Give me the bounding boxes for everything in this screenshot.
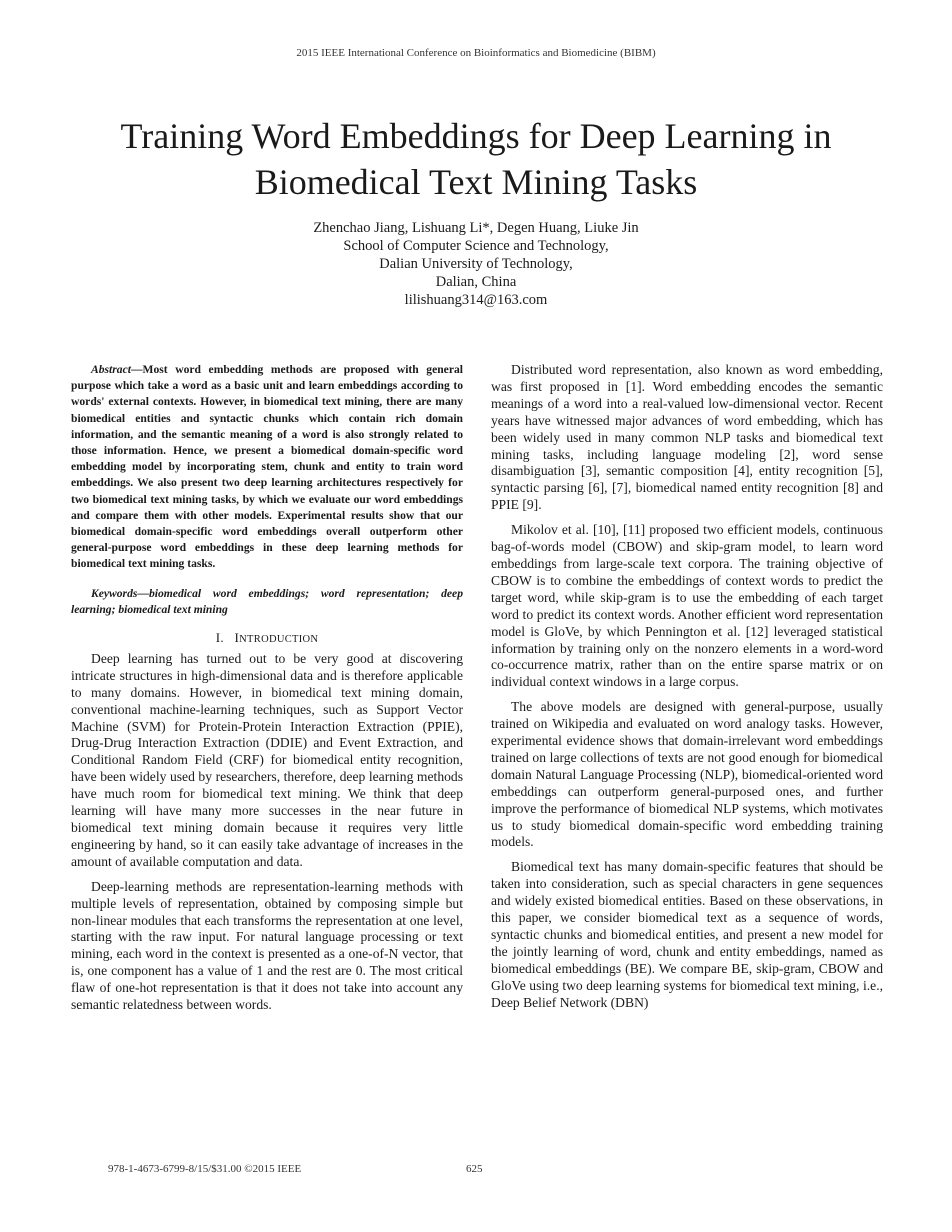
page-number: 625 [466, 1163, 483, 1175]
abstract [71, 362, 463, 573]
affiliation-line-2: Dalian University of Technology, [379, 256, 573, 272]
author-block [0, 219, 952, 309]
author-names: Zhenchao Jiang, Lishuang Li*, Degen Huang, Liuke Jin [313, 220, 639, 236]
section-heading-introduction [71, 630, 463, 649]
footer-isbn: 978-1-4673-6799-8/15/$31.00 ©2015 IEEE [108, 1163, 302, 1175]
conference-header: 2015 IEEE International Conference on Bioinformatics and Biomedicine (BIBM) [296, 47, 656, 59]
paragraph: Deep-learning methods are representation-learning methods with multiple levels of representation, obtained by composing simple but non-linear modules that each transforms the representation at one level, starting with the raw input. For natural language processing or text mining, each word in the context is presented as a one-of-N vector, that is, one component has a value of 1 and the rest are 0. The most critical flaw of one-hot representation is that it does not take into account any semantic relatedness between words. [71, 878, 463, 1013]
paper-title: Training Word Embeddings for Deep Learning in Biomedical Text Mining Tasks [120, 116, 832, 202]
author-email: lilishuang314@163.com [404, 292, 548, 308]
affiliation-line-1: School of Computer Science and Technology, [343, 238, 609, 254]
section-title-rest: NTRODUCTION [239, 634, 319, 646]
right-column [491, 362, 883, 1020]
section-first-letter: I [234, 630, 240, 646]
left-column [71, 362, 463, 1022]
paragraph: Biomedical text has many domain-specific features that should be taken into consideration, such as special characters in gene sequences and widely existed biomedical entities. Based on these observations, in this paper, we consider biomedical text as a sequence of words, syntactic chunks and biomedical entities, and present a new model for the jointly learning of word, chunk and entity embeddings, named as biomedical embeddings (BE). We compare BE, skip-gram, CBOW and GloVe using two deep learning systems for biomedical text mining, i.e., Deep Belief Network (DBN) [491, 859, 883, 1010]
abstract-text: —Most word embedding methods are proposed with general purpose which take a word as a basic unit and learn embeddings according to words' external contexts. However, in biomedical text mining, there are many biomedical entities and syntactic chunks which contain rich domain information, and the semantic meaning of a word is also strongly related to those information. Hence, we present a biomedical domain-specific word embedding model by incorporating stem, chunk and entity to train word embeddings. We also present two deep learning architectures respectively for two biomedical text mining tasks, by which we evaluate our word embeddings and compare them with other models. Experimental results show that our biomedical domain-specific word embeddings overall outperform other general-purpose word embeddings in these deep learning methods for biomedical text mining tasks. [71, 363, 463, 571]
paragraph: Distributed word representation, also known as word embedding, was first proposed in [1]. Word embedding encodes the semantic meanings of a word into a real-valued low-dimensional vector. Recent years have witnessed major advances of word embedding, which has been widely used in many common NLP tasks and biomedical text mining tasks, including language modeling [2], word sense disambiguation [3], semantic composition [4], entity recognition [5], syntactic parsing [6], [7], biomedical named entity recognition [8] and PPIE [9]. [491, 362, 883, 513]
abstract-lead: Abstract [91, 363, 131, 376]
section-number: I. [215, 630, 224, 646]
affiliation-line-3: Dalian, China [435, 274, 517, 290]
paragraph: The above models are designed with general-purpose, usually trained on Wikipedia and evaluated on word analogy tasks. However, experimental evidence shows that domain-irrelevant word embeddings trained on large collections of texts are not good enough for biomedical domain Natural Language Processing (NLP), biomedical-oriented word embeddings can outperform general-purposed ones, and further improve the performance of biomedical NLP systems, which motivates us to study biomedical domain-specific word embedding training models. [491, 699, 883, 850]
keywords: Keywords—biomedical word embeddings; word representation; deep learning; biomedical text mining [71, 586, 463, 616]
paragraph: Deep learning has turned out to be very good at discovering intricate structures in high-dimensional data and is therefore applicable to many domains. However, in biomedical text mining domain, conventional machine-learning techniques, such as Support Vector Machine (SVM) for Protein-Protein Interaction Extraction (PPIE), Drug-Drug Interaction Extraction (DDIE) and Event Extraction, and Conditional Random Field (CRF) for biomedical entity recognition, have been widely used by researchers, therefore, deep learning methods have much room for biomedical text mining. We think that deep learning will have many more successes in the near future in biomedical text mining domain because it requires very little engineering by hand, so it can easily take advantage of increases in the amount of available computation and data. [71, 650, 463, 869]
paragraph: Mikolov et al. [10], [11] proposed two efficient models, continuous bag-of-words model (CBOW) and skip-gram model, to learn word embeddings from large-scale text corpora. The training objective of CBOW is to combine the embeddings of context words to predict the target word, while skip-gram is to use the embedding of each target word to predict its context words. Another efficient word representation model is GloVe, by which Pennington et al. [12] leveraged statistical information by training only on the nonzero elements in a word-word co-occurrence matrix, rather than on the entire sparse matrix or on individual context windows in a large corpus. [491, 522, 883, 690]
